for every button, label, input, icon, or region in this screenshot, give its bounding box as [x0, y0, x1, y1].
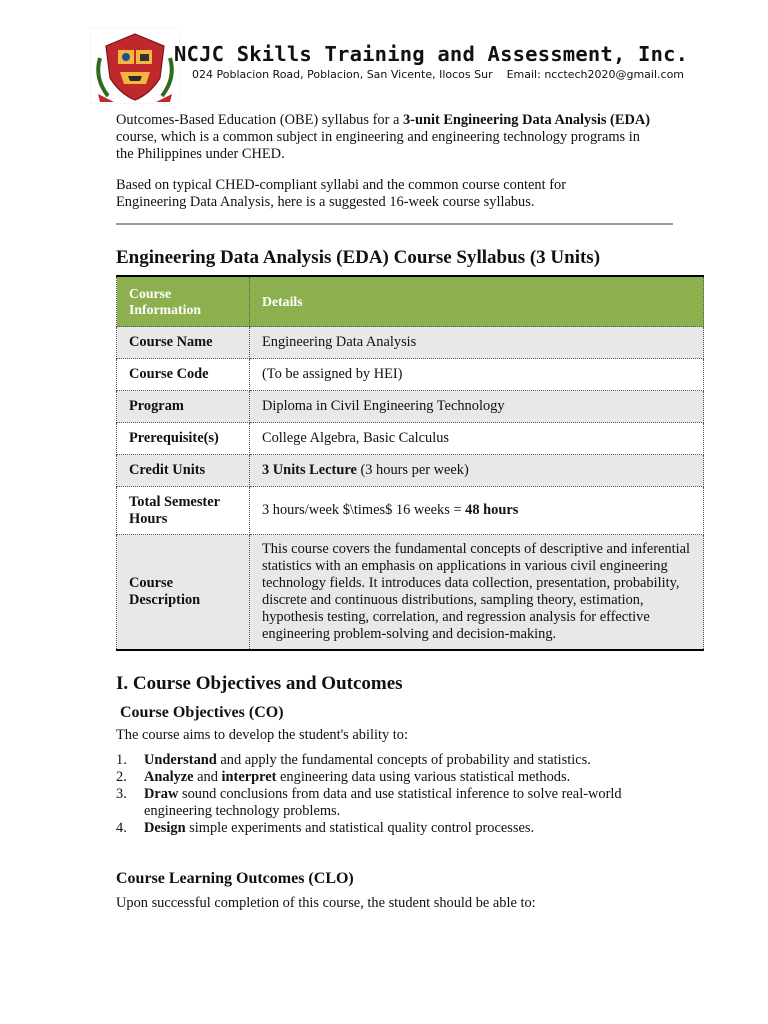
table-row: [117, 455, 704, 487]
column-header: Course Information: [117, 276, 250, 327]
list-emphasis: Analyze: [144, 769, 194, 785]
horizontal-rule: [116, 223, 673, 225]
row-value: (To be assigned by HEI): [250, 359, 704, 391]
list-text: and apply the fundamental concepts of probability and statistics.: [216, 752, 591, 768]
row-value: [250, 455, 704, 487]
list-text: simple experiments and statistical quality control processes.: [185, 820, 535, 836]
list-emphasis: Draw: [144, 786, 179, 802]
row-value-emphasis: 48 hours: [465, 502, 519, 518]
row-label: Course Code: [117, 359, 250, 391]
table-row: [117, 535, 704, 651]
intro-paragraph-1: [116, 112, 656, 163]
list-number: 3.: [116, 786, 127, 802]
subsection-heading: Course Learning Outcomes (CLO): [116, 870, 354, 887]
list-text: and: [193, 769, 222, 785]
syllabus-title: Engineering Data Analysis (EDA) Course Syllabus (3 Units): [116, 247, 601, 268]
row-label: Credit Units: [117, 455, 250, 487]
table-row: [117, 423, 704, 455]
column-header: Details: [250, 276, 704, 327]
row-label: Total Semester Hours: [117, 487, 250, 535]
organization-contact: [192, 68, 684, 81]
list-text: engineering data using various statistical methods.: [276, 769, 571, 785]
list-number: 1.: [116, 752, 127, 768]
intro-paragraph-2: Based on typical CHED-compliant syllabi and the common course content for Engineering Data Analysis, here is a suggested 16-week course syllabus.: [116, 177, 566, 210]
intro-text: course, which is a common subject in engineering and engineering technology programs in the Philippines under CHED.: [116, 129, 640, 162]
intro-text: Outcomes-Based Education (OBE) syllabus for a: [116, 112, 403, 128]
section-heading: I. Course Objectives and Outcomes: [116, 673, 403, 694]
subsection-heading: Course Objectives (CO): [120, 704, 284, 721]
row-label: Prerequisite(s): [117, 423, 250, 455]
intro-emphasis: 3-unit Engineering Data Analysis (EDA): [402, 112, 651, 128]
row-value: Engineering Data Analysis: [250, 327, 704, 359]
list-text: sound conclusions from data and use statistical inference to solve real-world engineering technology problems.: [144, 786, 622, 819]
row-value-text: 3 hours/week $\times$ 16 weeks =: [262, 502, 466, 518]
list-number: 4.: [116, 820, 127, 836]
document-body: [116, 112, 704, 912]
table-row: [117, 487, 704, 535]
list-emphasis: Design: [144, 820, 186, 836]
objectives-list: [116, 752, 676, 837]
row-label: Course Description: [117, 535, 250, 651]
row-value: This course covers the fundamental concepts of descriptive and inferential statistics with an emphasis on applications in various civil engineering technology fields. It introduces data collection, presentation, probability, discrete and continuous distributions, sampling theory, estimation, hypothesis testing, correlation, and regression analysis for effective engineering problem-solving and decision-making.: [250, 535, 704, 651]
list-item: [116, 752, 676, 769]
row-value: Diploma in Civil Engineering Technology: [250, 391, 704, 423]
table-header-row: [117, 276, 704, 327]
organization-name: NCJC Skills Training and Assessment, Inc.: [174, 42, 689, 66]
list-emphasis: Understand: [144, 752, 217, 768]
list-item: [116, 820, 676, 837]
organization-email: Email: ncctech2020@gmail.com: [506, 68, 685, 81]
list-item: [116, 786, 676, 820]
ncjc-logo-icon: [90, 28, 180, 104]
row-label: Course Name: [117, 327, 250, 359]
table-row: [117, 327, 704, 359]
organization-address: 024 Poblacion Road, Poblacion, San Vicente, Ilocos Sur: [192, 68, 493, 81]
course-info-table: [116, 275, 704, 651]
document-header: [90, 28, 690, 108]
row-value-emphasis: 3 Units Lecture: [262, 462, 357, 478]
list-number: 2.: [116, 769, 127, 785]
list-item: [116, 769, 676, 786]
table-row: [117, 359, 704, 391]
outcomes-intro: Upon successful completion of this course, the student should be able to:: [116, 895, 536, 911]
list-emphasis: interpret: [221, 769, 277, 785]
table-row: [117, 391, 704, 423]
row-value: College Algebra, Basic Calculus: [250, 423, 704, 455]
row-value: [250, 487, 704, 535]
row-label: Program: [117, 391, 250, 423]
row-value-text: (3 hours per week): [356, 462, 469, 478]
objectives-intro: The course aims to develop the student's ability to:: [116, 727, 408, 743]
